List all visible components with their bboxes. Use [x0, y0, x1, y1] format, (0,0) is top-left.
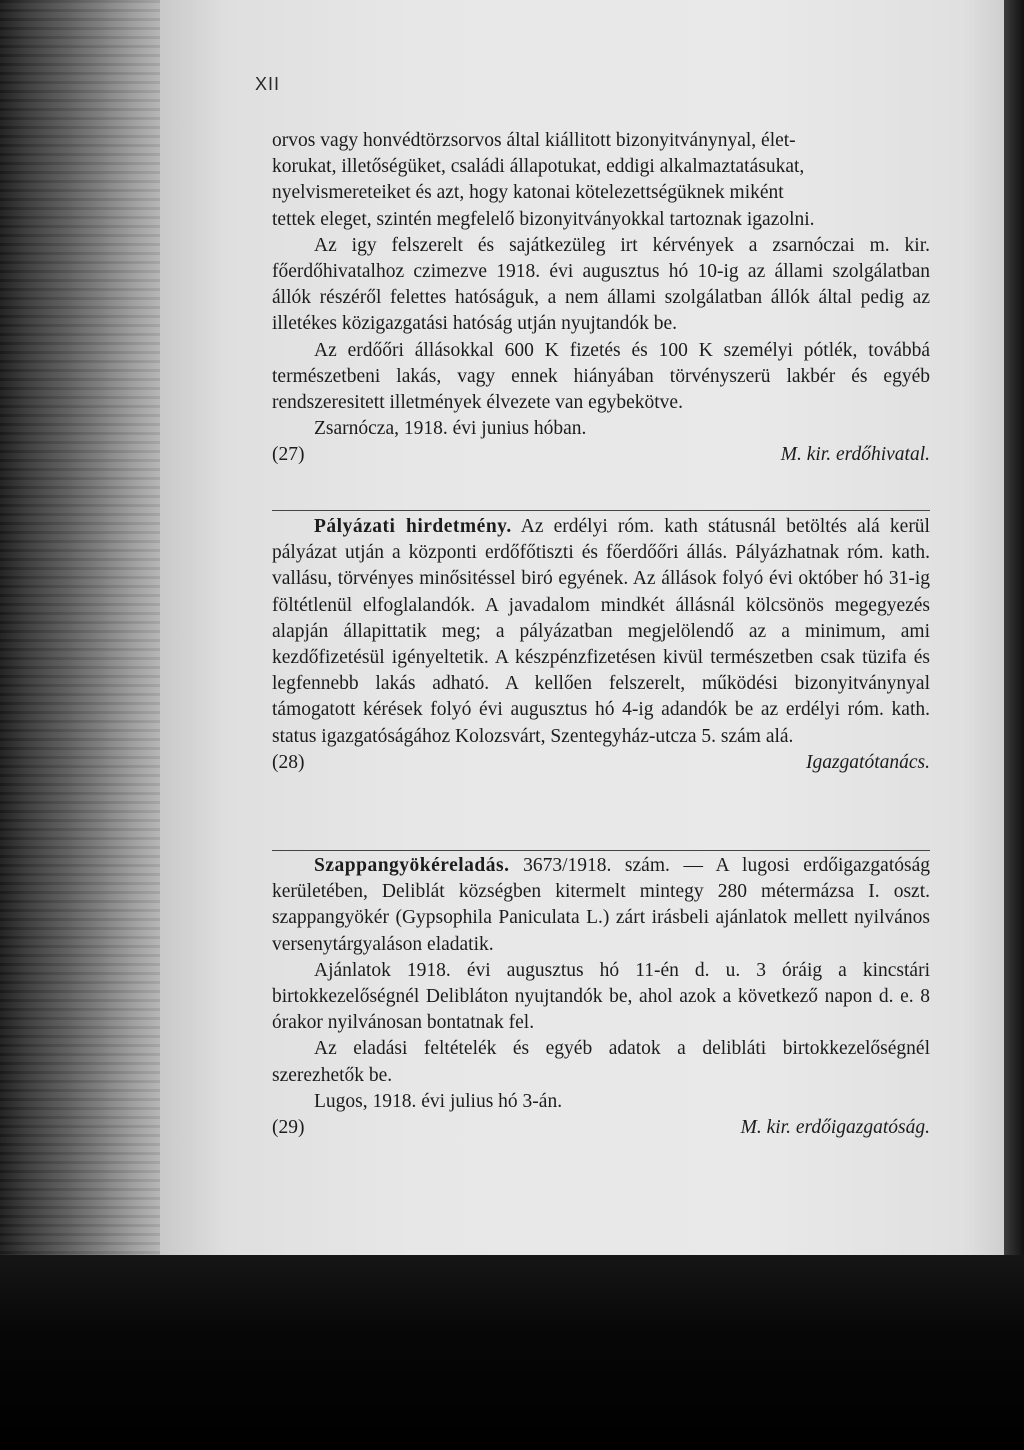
notice-29-signature: M. kir. erdőigazgatóság.: [740, 1117, 930, 1139]
notice-28-text: Az erdélyi róm. kath státusnál betöltés alá kerül pályázat utján a központi erdőfőtiszti és főerdőőri állás. Pályázhatnak róm. kath. vallásu, törvényes minősitéssel biró egyének. Az állások folyó évi október hó 31-ig föltétlenül elfoglalandók. A javadalom mindkét állásnál kölcsönös megegyezés alapján állapittatik meg; a pályázatban megjelölendő az a minimum, ami kezdőfizetésül igényeltetik. A készpénzfizetésen kivül természetben csak tüzifa és legfennebb lakás adható. A kellően felszerelt, működési bizonyitványnyal támogatott kérések folyó évi augusztus hó 4-ig adandók be az erdélyi róm. kath. status igazgatóságához Kolozsvárt, Szentegyház-utcza 5. szám alá.: [272, 516, 930, 747]
scan-background: [0, 1255, 1024, 1450]
notice-27-place-date: Zsarnócza, 1918. évi junius hóban.: [314, 418, 587, 440]
notice-29: [272, 853, 930, 1141]
notice-28-body: [272, 514, 930, 750]
notice-28-signature-line: [272, 750, 930, 776]
notice-28-number: (28): [272, 751, 305, 773]
notice-29-heading: Szappangyökéreladás.: [314, 855, 510, 876]
notice-27-signature-line: [272, 442, 930, 468]
notice-28: [272, 514, 930, 776]
notice-27-line-3: nyelvismereteiket és azt, hogy katonai kötelezettségüknek miként: [272, 182, 784, 204]
page-right-edge: [1004, 0, 1024, 1255]
notice-27-line-2: korukat, illetőségüket, családi állapotukat, eddigi alkalmaztatásukat,: [272, 156, 805, 178]
separator-rule-1: [272, 510, 930, 511]
notice-28-heading: Pályázati hirdetmény.: [314, 516, 512, 537]
notice-27-paragraph-2: Az igy felszerelt és sajátkezüleg irt kérvények a zsarnóczai m. kir. főerdőhivatalhoz czimezve 1918. évi augusztus hó 10-ig az állami szolgálatban állók részéről felettes hatóságuk, a nem állami szolgálatban állók által pedig az illetékes közigazgatási hatóság utján nyujtandók be.: [272, 234, 930, 335]
page-number: XII: [255, 74, 281, 94]
notice-27-paragraph-3: Az erdőőri állásokkal 600 K fizetés és 100 K személyi pótlék, továbbá természetbeni lakás, vagy ennek hiányában törvényszerü lakbér és egyéb rendszeresitett illetmények élvezete van egybekötve.: [272, 339, 930, 414]
separator-rule-2: [272, 850, 930, 851]
notice-27-line-4: tettek eleget, szintén megfelelő bizonyitványokkal tartoznak igazolni.: [272, 208, 815, 230]
notice-27: [272, 128, 930, 469]
notice-29-place-date: Lugos, 1918. évi julius hó 3-án.: [314, 1090, 563, 1112]
notice-29-number: (29): [272, 1117, 305, 1139]
notice-27-line-1: orvos vagy honvédtörzsorvos által kiállitott bizonyitványnyal, élet-: [272, 130, 796, 151]
notice-27-number: (27): [272, 444, 305, 466]
notice-28-signature: Igazgatótanács.: [805, 751, 930, 773]
notice-29-body: [272, 853, 930, 958]
notice-29-signature-line: [272, 1115, 930, 1141]
notice-29-text: 3673/1918. szám. — A lugosi erdőigazgatóság kerületében, Deliblát községben kitermelt mintegy 280 métermázsa I. oszt. szappangyökér (Gypsophila Paniculata L.) zárt irásbeli ajánlatok mellett nyilvános versenytárgyaláson eladatik.: [272, 855, 930, 955]
notice-29-paragraph-2: Ajánlatok 1918. évi augusztus hó 11-én d. u. 3 óráig a kincstári birtokkezelőségnél Delibláton nyujtandók be, ahol azok a következő napon d. e. 8 órakor nyilvánosan bontatnak fel.: [272, 959, 930, 1034]
notice-29-paragraph-3: Az eladási feltételék és egyéb adatok a delibláti birtokkezelőségnél szerezhetők be.: [272, 1038, 930, 1086]
page-stack-texture: [0, 0, 160, 1255]
notice-27-signature: M. kir. erdőhivatal.: [780, 444, 930, 466]
